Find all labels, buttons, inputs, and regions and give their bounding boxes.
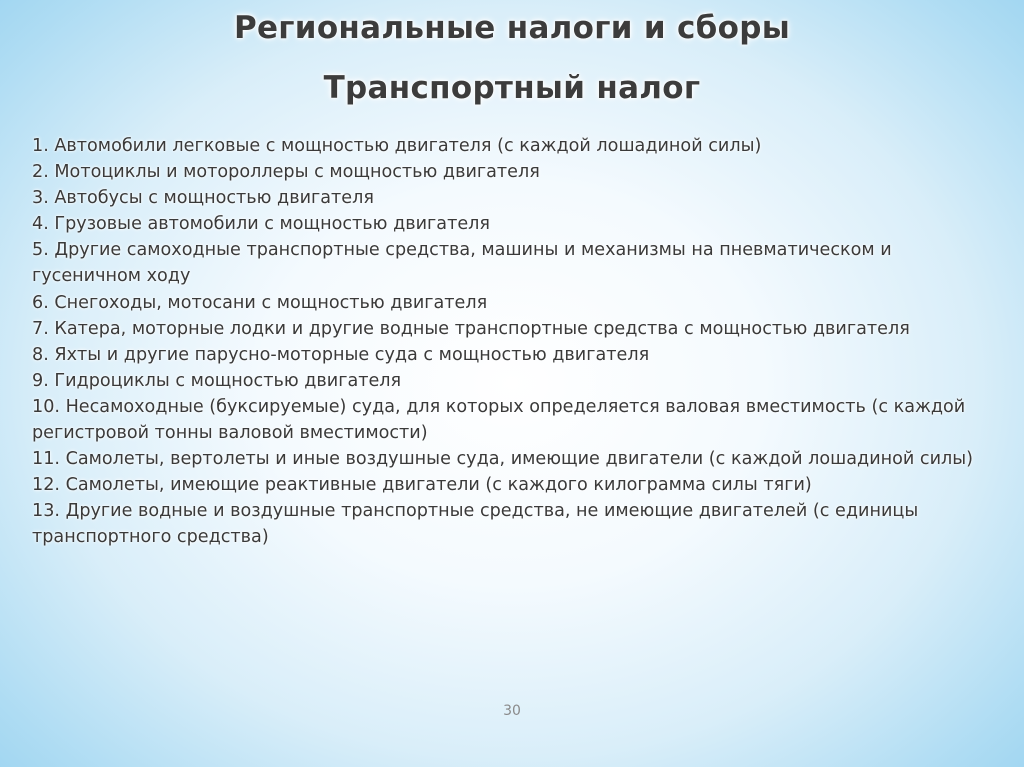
list-item: 8. Яхты и другие парусно-моторные суда с мощностью двигателя [32, 344, 650, 365]
list-item: 11. Самолеты, вертолеты и иные воздушные суда, имеющие двигатели (с каждой лошадиной силы) [32, 449, 974, 470]
list-item: 1. Автомобили легковые с мощностью двигателя (с каждой лошадиной силы) [32, 136, 762, 156]
list-item: 9. Гидроциклы с мощностью двигателя [32, 370, 402, 391]
list-item: 5. Другие самоходные транспортные средства, машины и механизмы на пневматическом и гусеничном ходу [32, 240, 892, 287]
list-item: 4. Грузовые автомобили с мощностью двигателя [32, 214, 490, 235]
list-item: 13. Другие водные и воздушные транспортные средства, не имеющие двигателей (с единицы транспортного средства) [32, 501, 919, 548]
list-item: 3. Автобусы с мощностью двигателя [32, 188, 374, 209]
slide-subtitle: Транспортный налог [323, 70, 701, 106]
list-item: 6. Снегоходы, мотосани с мощностью двигателя [32, 292, 488, 313]
tax-object-list [32, 133, 1002, 551]
page-number: 30 [503, 703, 521, 719]
list-item: 12. Самолеты, имеющие реактивные двигатели (с каждого килограмма силы тяги) [32, 475, 812, 496]
list-item: 7. Катера, моторные лодки и другие водные транспортные средства с мощностью двигателя [32, 318, 910, 339]
list-item: 2. Мотоциклы и мотороллеры с мощностью двигателя [32, 162, 540, 183]
list-item: 10. Несамоходные (буксируемые) суда, для которых определяется валовая вместимость (с каждой регистровой тонны валовой вместимости) [32, 396, 966, 444]
slide-title: Региональные налоги и сборы [233, 10, 791, 46]
